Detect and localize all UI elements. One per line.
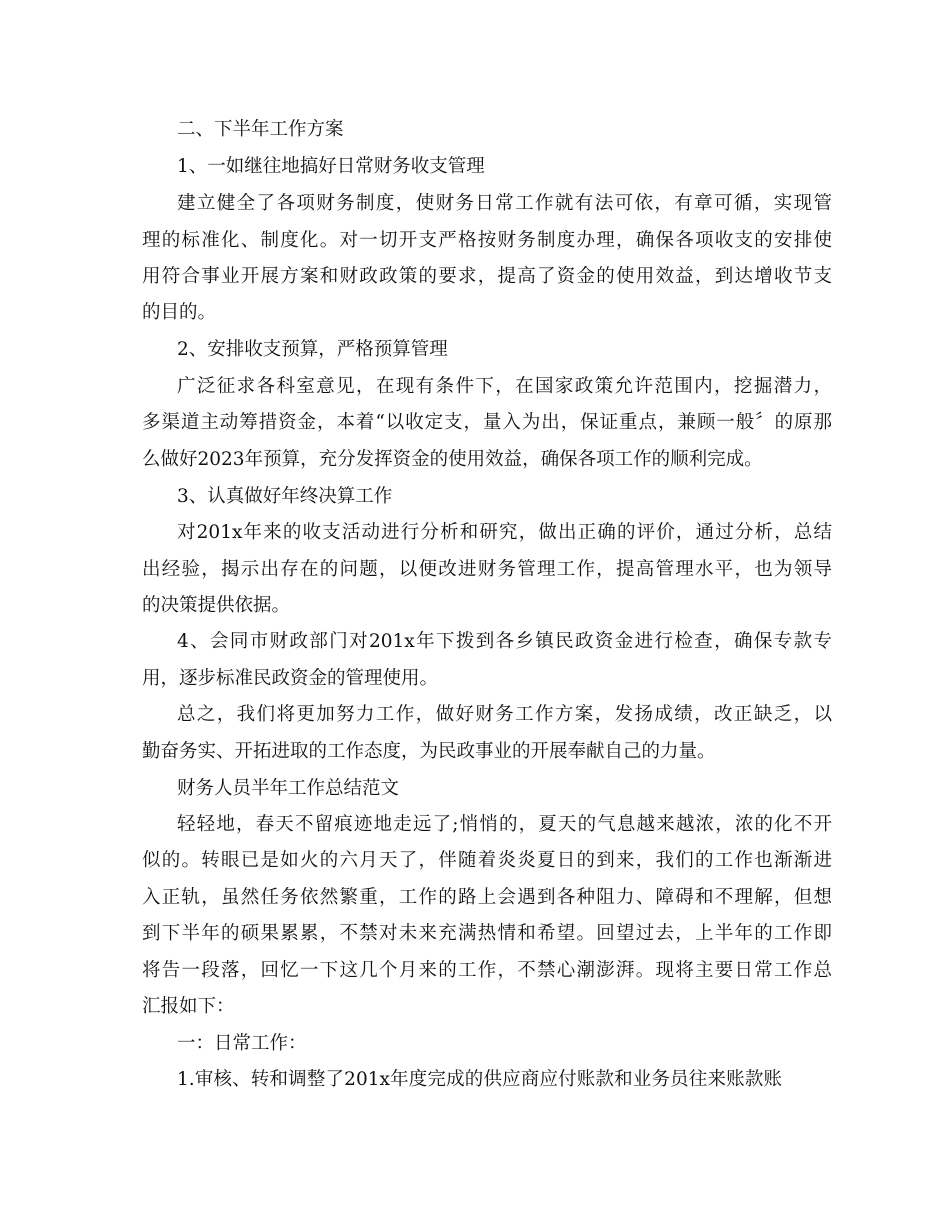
subheading: 2、安排收支预算，严格预算管理 [177, 339, 448, 360]
paragraph-line: 入正轨，虽然任务依然繁重，工作的路上会遇到各种阻力、障碍和不理解，但想 [142, 887, 832, 908]
paragraph-line: 总之，我们将更加努力工作，做好财务工作方案，发扬成绩，改正缺乏，以 [177, 704, 832, 725]
paragraph-line: 到下半年的硕果累累，不禁对未来充满热情和希望。回望过去，上半年的工作即 [142, 923, 832, 944]
paragraph-line: 么做好2023年预算，充分发挥资金的使用效益，确保各项工作的顺利完成。 [142, 449, 763, 470]
paragraph-line: 轻轻地，春天不留痕迹地走远了;悄悄的，夏天的气息越来越浓，浓的化不开 [177, 814, 832, 835]
subheading: 3、认真做好年终决算工作 [177, 486, 393, 507]
paragraph-line: 将告一段落，回忆一下这几个月来的工作，不禁心潮澎湃。现将主要日常工作总 [142, 960, 832, 981]
subheading: 1、一如继往地搞好日常财务收支管理 [177, 156, 485, 177]
paragraph-line: 理的标准化、制度化。对一切开支严格按财务制度办理，确保各项收支的安排使 [142, 230, 832, 251]
paragraph-line: 建立健全了各项财务制度，使财务日常工作就有法可依，有章可循，实现管 [177, 193, 832, 214]
paragraph-line: 用，逐步标准民政资金的管理使用。 [142, 668, 439, 689]
article-title: 财务人员半年工作总结范文 [177, 778, 400, 799]
paragraph-line: 广泛征求各科室意见，在现有条件下，在国家政策允许范围内，挖掘潜力， [177, 376, 832, 397]
paragraph-line: 似的。转眼已是如火的六月天了，伴随着炎炎夏日的到来，我们的工作也渐渐进 [142, 850, 832, 871]
paragraph-line: 勤奋务实、开拓进取的工作态度，为民政事业的开展奉献自己的力量。 [142, 741, 716, 762]
paragraph-line: 的目的。 [142, 302, 217, 323]
paragraph-line: 对201x年来的收支活动进行分析和研究，做出正确的评价，通过分析，总结 [177, 522, 832, 543]
paragraph-line: 多渠道主动筹措资金，本着“以收定支，量入为出，保证重点，兼顾一般〞的原那 [142, 412, 832, 433]
paragraph-line: 出经验，揭示出存在的问题，以便改进财务管理工作，提高管理水平，也为领导 [142, 559, 832, 580]
paragraph-line: 的决策提供依据。 [142, 595, 291, 616]
paragraph-line: 1.审核、转和调整了201x年度完成的供应商应付账款和业务员往来账款账 [177, 1069, 782, 1090]
subheading: 一：日常工作： [177, 1033, 307, 1054]
paragraph-line: 4、会同市财政部门对201x年下拨到各乡镇民政资金进行检查，确保专款专 [177, 631, 832, 652]
paragraph-line: 用符合事业开展方案和财政政策的要求，提高了资金的使用效益，到达增收节支 [142, 266, 832, 287]
paragraph-line: 汇报如下： [142, 996, 235, 1017]
section-heading: 二、下半年工作方案 [177, 119, 344, 140]
